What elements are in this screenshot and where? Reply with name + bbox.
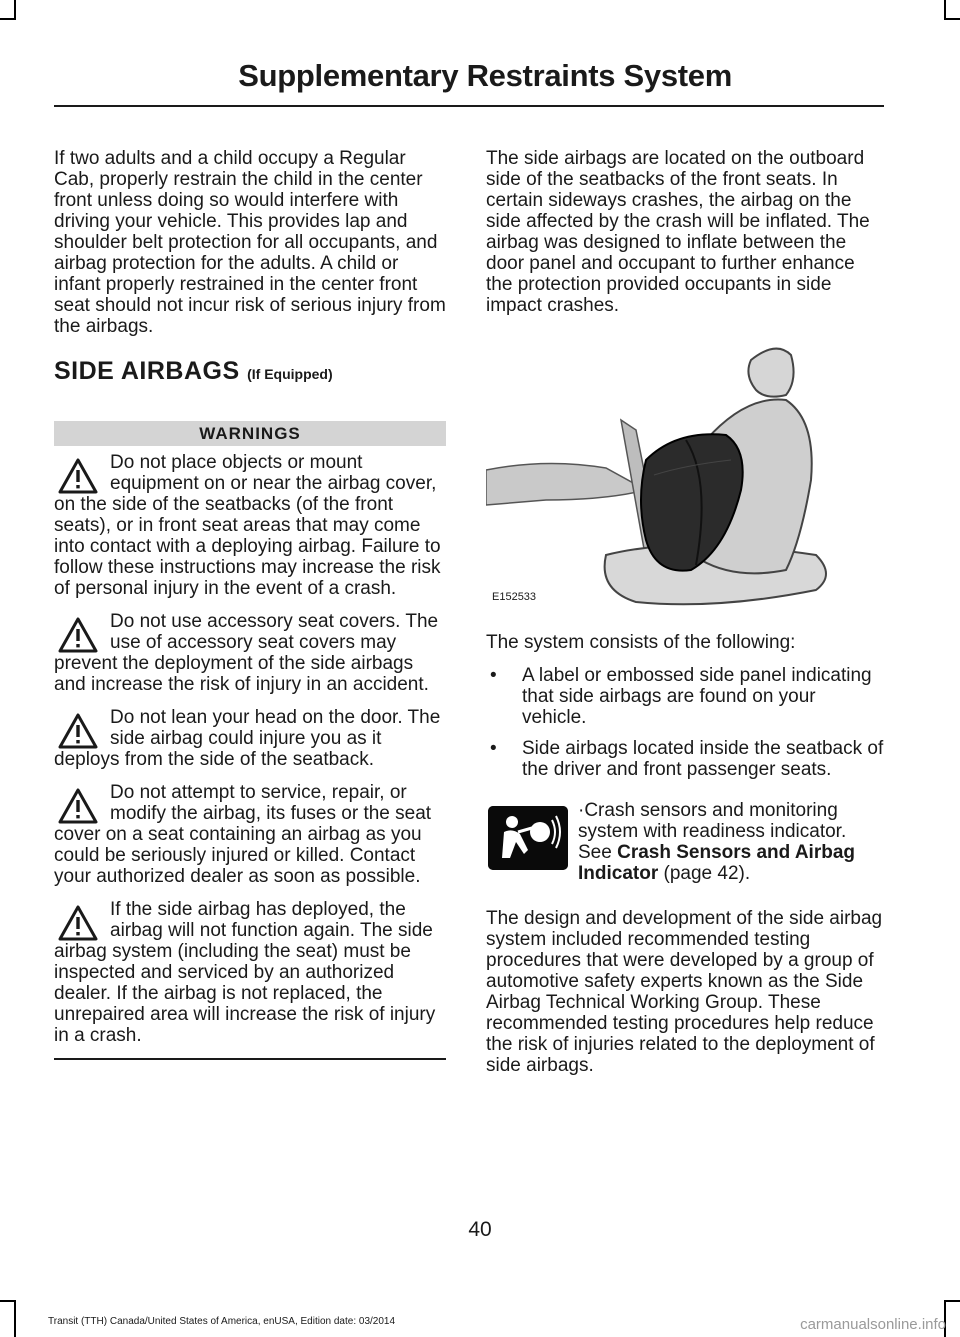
warning-item xyxy=(54,611,446,695)
section-title: SIDE AIRBAGS xyxy=(54,357,240,385)
footer-edition: Transit (TTH) Canada/United States of America, enUSA, Edition date: 03/2014 xyxy=(48,1316,396,1327)
intro-paragraph: If two adults and a child occupy a Regular Cab, properly restrain the child in the center front unless doing so would interfere with driving your vehicle. This provides lap and shoulder belt protection for all occupants, and airbag protection for the adults. A child or infant properly restrained in the center front seat should not incur risk of serious injury from the airbags. xyxy=(54,148,446,337)
warning-item xyxy=(54,899,446,1046)
closing-paragraph: The design and development of the side airbag system included recommended testing procedures that were developed by a group of automotive safety experts known as the Side Airbag Technical Working Group. These recommended testing procedures help reduce the risk of injuries related to the deployment of side airbags. xyxy=(486,908,883,1076)
left-column xyxy=(54,148,446,1060)
section-suffix: (If Equipped) xyxy=(247,366,333,382)
warning-triangle-icon xyxy=(58,788,98,824)
indicator-text: ·Crash sensors and monitoring system with readiness indicator. See xyxy=(578,800,847,863)
list-item: • Side airbags located inside the seatback of the driver and front passenger seats. xyxy=(486,738,884,780)
page-title: Supplementary Restraints System xyxy=(238,58,732,93)
header-divider xyxy=(54,105,884,107)
warning-item xyxy=(54,782,446,887)
warning-text: Do not place objects or mount equipment on or near the airbag cover, on the side of the seatbacks (of the front seats), or in front seat areas that may come into contact with a deploying airbag. Failure to follow these instructions may increase the risk of personal injury in the event of a crash. xyxy=(54,452,441,599)
airbag-warning-icon xyxy=(488,806,568,870)
warning-triangle-icon xyxy=(58,905,98,941)
warning-triangle-icon xyxy=(58,617,98,653)
warning-text: Do not attempt to service, repair, or modify the airbag, its fuses or the seat cover on a seat containing an airbag as you could be seriously injured or killed. Contact your authorized dealer as soon as possible. xyxy=(54,782,432,887)
crash-sensors-link[interactable]: Crash Sensors and Airbag Indicator xyxy=(578,842,856,884)
crop-mark xyxy=(0,18,16,20)
warning-item xyxy=(54,452,446,599)
indicator-block xyxy=(486,800,884,884)
seat-airbag-figure xyxy=(486,340,884,610)
warnings-header: WARNINGS xyxy=(54,421,446,446)
seat-airbag-illustration xyxy=(486,340,884,610)
side-airbag-paragraph: The side airbags are located on the outboard side of the seatbacks of the front seats. In certain sideways crashes, the airbag on the side affected by the crash will be inflated. The airbag was designed to inflate between the door panel and occupant to further enhance the protection provided occupants in side impact crashes. xyxy=(486,148,870,316)
components-list xyxy=(486,665,884,780)
warning-triangle-icon xyxy=(58,713,98,749)
warning-item xyxy=(54,707,446,770)
warning-text: Do not lean your head on the door. The side airbag could injure you as it deploys from the side of the seatback. xyxy=(54,707,441,770)
crop-mark xyxy=(14,0,16,20)
watermark: carmanualsonline.info xyxy=(800,1316,946,1333)
page-number: 40 xyxy=(468,1218,492,1241)
section-heading xyxy=(54,357,446,385)
list-item: • A label or embossed side panel indicating that side airbags are found on your vehicle. xyxy=(486,665,884,728)
warning-text: If the side airbag has deployed, the airbag will not function again. The side airbag system (including the seat) must be inspected and serviced by an authorized dealer. If the airbag is not replaced, the unrepaired area will increase the risk of injury in a crash. xyxy=(54,899,436,1046)
crop-mark xyxy=(14,1300,16,1337)
warning-text: Do not use accessory seat covers. The use of accessory seat covers may prevent the deployment of the side airbags and increase the risk of injury in an accident. xyxy=(54,611,439,695)
figure-label: E152533 xyxy=(492,591,537,603)
warning-triangle-icon xyxy=(58,458,98,494)
crop-mark xyxy=(0,1300,16,1302)
crop-mark xyxy=(944,1300,960,1302)
warnings-end-divider xyxy=(54,1058,446,1060)
list-intro: The system consists of the following: xyxy=(486,632,796,653)
indicator-page-ref: (page 42). xyxy=(658,863,751,884)
crop-mark xyxy=(944,18,960,20)
crop-mark xyxy=(944,0,946,20)
right-column xyxy=(486,148,884,1100)
